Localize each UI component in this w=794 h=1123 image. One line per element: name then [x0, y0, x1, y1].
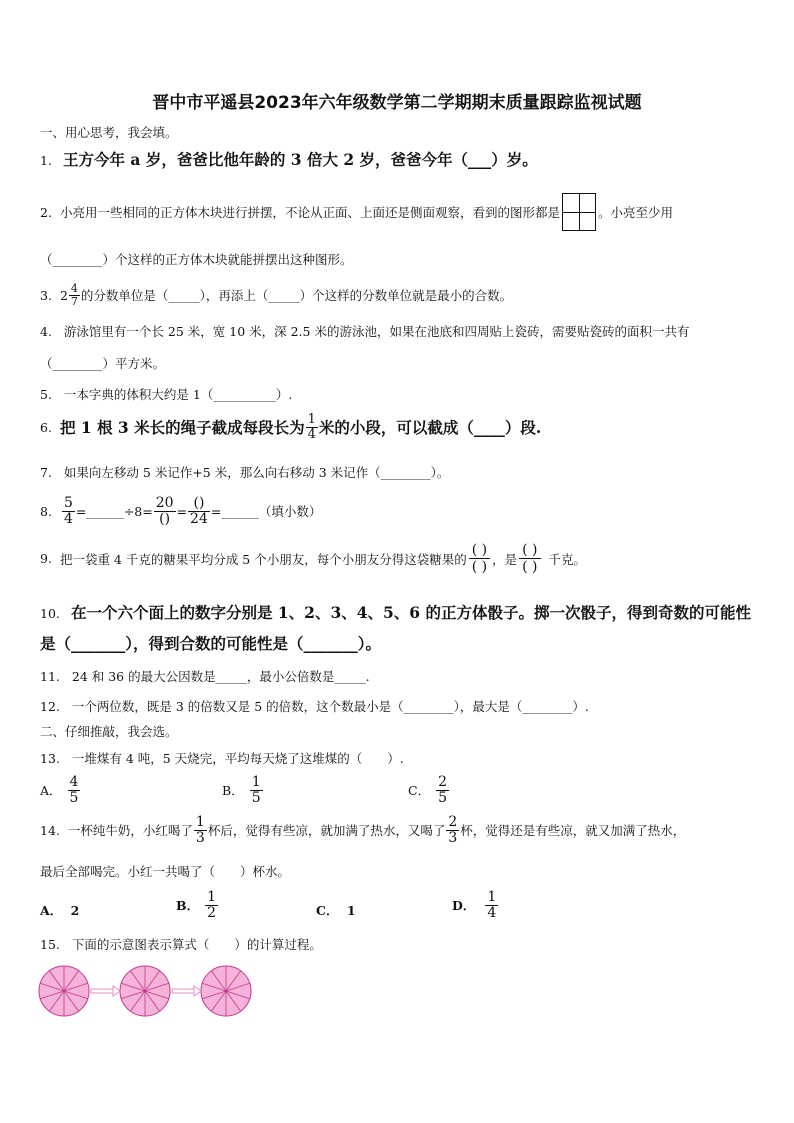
q14-option-c-label: C．	[316, 903, 339, 918]
q10-text-a: 在一个六个面上的数字分别是 1、2、3、4、5、6 的正方体骰子。掷一次骰子，得到奇数的可能性	[70, 603, 751, 622]
q3-mixed-number	[60, 283, 81, 307]
q14-f1-denominator: 3	[195, 829, 205, 846]
q14-f1-numerator: 1	[195, 814, 205, 830]
question-15	[40, 935, 322, 953]
q14-text-d: 最后全部喝完。小红一共喝了（ ）杯水。	[40, 864, 291, 879]
q10-number: 10.	[40, 606, 60, 621]
q9-number: 9.	[40, 551, 52, 567]
q6-denominator: 4	[307, 426, 316, 442]
question-7	[40, 463, 449, 481]
q8-f2-denominator: ()	[159, 510, 171, 527]
q14-option-a[interactable]	[40, 901, 79, 919]
q8-f1-denominator: 4	[63, 510, 73, 527]
q9-text-a: 把一袋重 4 千克的糖果平均分成 5 个小朋友，每个小朋友分得这袋糖果的	[59, 551, 467, 567]
q13-option-b-label: B．	[222, 783, 244, 799]
q6-text-a: 把 1 根 3 米长的绳子截成每段长为	[59, 418, 305, 438]
q13-option-c[interactable]	[408, 775, 450, 805]
q14-option-c[interactable]	[316, 901, 356, 919]
q14-d-numerator: 1	[487, 889, 497, 905]
question-14	[40, 815, 685, 845]
q14-text-a: 一杯纯牛奶，小红喝了	[67, 823, 193, 839]
q8-f3-numerator: ()	[188, 496, 210, 512]
page-title: 晋中市平遥县2023年六年级数学第二学期期末质量跟踪监视试题	[152, 93, 642, 113]
q10-text-b: 是（_______），得到合数的可能性是（_______）。	[40, 634, 382, 653]
q5-text: 一本字典的体积大约是 1（__________）.	[63, 387, 293, 402]
q8-number: 8.	[40, 503, 52, 519]
q13-option-b[interactable]	[222, 775, 264, 805]
q5-number: 5.	[40, 387, 52, 402]
q13-b-numerator: 1	[251, 774, 261, 790]
q13-option-a-label: A．	[40, 783, 62, 799]
question-9	[40, 542, 586, 575]
question-8	[40, 496, 321, 526]
q2-text-b: 。小亮至少用	[597, 205, 673, 220]
q14-option-a-value: 2	[70, 903, 80, 918]
pie-circle	[120, 966, 170, 1016]
q9-blank-numerator-2: ( )	[519, 542, 540, 559]
q11-text: 24 和 36 的最大公因数是_____，最小公倍数是_____.	[71, 669, 370, 684]
q8-tail: =______（填小数）	[210, 504, 322, 520]
q13-c-numerator: 2	[438, 774, 447, 790]
question-1	[40, 148, 538, 170]
q13-option-a[interactable]	[40, 775, 81, 805]
question-5	[40, 385, 292, 403]
q15-number: 15.	[40, 937, 60, 952]
q11-number: 11.	[40, 669, 60, 684]
section-2-heading: 二、仔细推敲，我会选。	[40, 724, 178, 739]
question-13	[40, 749, 404, 767]
q14-b-numerator: 1	[207, 889, 216, 905]
q6-number: 6.	[40, 419, 52, 435]
q1-text: 王方今年 a 岁，爸爸比他年龄的 3 倍大 2 岁，爸爸今年（___）岁。	[63, 150, 538, 169]
q13-b-denominator: 5	[251, 789, 261, 806]
q14-option-b[interactable]	[176, 890, 219, 920]
q7-number: 7.	[40, 465, 52, 480]
q14-number: 14.	[40, 822, 60, 838]
q2-text-c: （________）个这样的正方体木块就能拼摆出这种图形。	[40, 252, 353, 267]
q8-f1-numerator: 5	[63, 495, 73, 511]
question-10	[40, 601, 751, 623]
q3-whole: 2	[59, 287, 68, 303]
q13-text: 一堆煤有 4 吨，5 天烧完，平均每天烧了这堆煤的（ ）.	[71, 751, 404, 766]
q8-f3-denominator: 24	[190, 510, 208, 527]
q14-option-d[interactable]	[452, 890, 499, 920]
q12-number: 12.	[40, 699, 60, 714]
section-1-heading: 一、用心思考，我会填。	[40, 125, 178, 140]
q3-number: 3.	[40, 287, 52, 303]
arrow-icon	[91, 986, 120, 996]
question-3	[40, 283, 512, 307]
q4-text-a: 游泳馆里有一个长 25 米，宽 10 米，深 2.5 米的游泳池，如果在池底和四周贴上瓷砖，需要贴瓷砖的面积一共有	[63, 324, 690, 339]
q9-text-b: ，是	[492, 551, 518, 567]
q13-a-denominator: 5	[69, 789, 79, 806]
q14-text-c: 杯，觉得还是有些凉，就又加满了热水，	[460, 823, 686, 839]
q13-a-numerator: 4	[69, 774, 79, 790]
q8-equals: =	[176, 503, 188, 519]
q4-number: 4.	[40, 324, 52, 339]
q13-c-denominator: 5	[438, 789, 447, 806]
question-12	[40, 697, 589, 715]
q15-text: 下面的示意图表示算式（ ）的计算过程。	[71, 937, 322, 952]
q14-option-c-value: 1	[346, 903, 356, 918]
pie-circle	[39, 966, 89, 1016]
q7-text: 如果向左移动 5 米记作+5 米，那么向右移动 3 米记作（________）。	[63, 465, 450, 480]
q6-numerator: 1	[307, 412, 316, 427]
pie-circle	[201, 966, 251, 1016]
question-4	[40, 322, 689, 340]
q2-text-a: 小亮用一些相同的正方体木块进行拼摆，不论从正面、上面还是侧面观察，看到的图形都是	[59, 205, 560, 220]
q13-option-c-label: C．	[408, 783, 431, 799]
q14-d-denominator: 4	[487, 904, 497, 921]
four-square-grid-icon	[562, 193, 596, 231]
q1-number: 1.	[40, 153, 52, 168]
question-11	[40, 667, 370, 685]
q14-f2-denominator: 3	[448, 829, 458, 846]
q3-numerator: 4	[70, 282, 78, 295]
q14-option-a-label: A．	[40, 903, 63, 918]
arrow-icon	[172, 986, 201, 996]
q12-text: 一个两位数，既是 3 的倍数又是 5 的倍数，这个数最小是（________），最大是（________）.	[71, 699, 589, 714]
q8-mid: =______÷8=	[75, 503, 153, 519]
q13-number: 13.	[40, 751, 60, 766]
q3-text: 的分数单位是（_____），再添上（_____）个这样的分数单位就是最小的合数。	[80, 288, 513, 304]
q14-b-denominator: 2	[207, 904, 216, 921]
q4-text-b: （________）平方米。	[40, 356, 166, 371]
q8-f2-numerator: 20	[155, 495, 174, 511]
q15-fraction-diagram	[36, 963, 256, 1019]
question-6	[40, 413, 541, 441]
q9-blank-numerator-1: ( )	[469, 542, 490, 559]
q14-option-b-label: B．	[176, 898, 200, 914]
question-2	[40, 193, 673, 231]
q9-blank-denominator-1: ( )	[471, 559, 488, 576]
q9-text-c: 千克。	[548, 551, 587, 567]
q3-denominator: 7	[70, 294, 78, 308]
q6-text-b: 米的小段，可以截成（____）段.	[318, 418, 542, 438]
q14-f2-numerator: 2	[448, 814, 458, 830]
q2-number: 2.	[40, 204, 52, 220]
q14-text-b: 杯后，觉得有些凉，就加满了热水，又喝了	[207, 823, 446, 839]
q14-option-d-label: D．	[452, 898, 476, 914]
q9-blank-denominator-2: ( )	[522, 559, 538, 576]
